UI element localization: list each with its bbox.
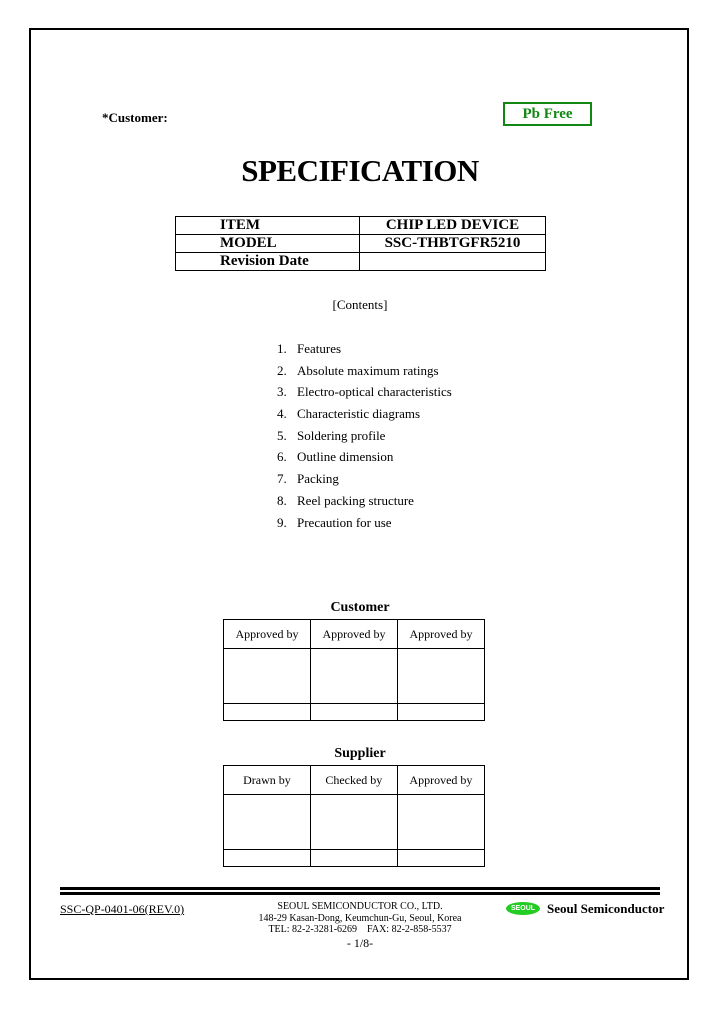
toc-label: Soldering profile bbox=[297, 427, 386, 443]
toc-item bbox=[277, 360, 452, 382]
toc-label: Reel packing structure bbox=[297, 492, 414, 508]
table-row bbox=[176, 253, 546, 271]
toc-label: Outline dimension bbox=[297, 449, 394, 465]
info-key: ITEM bbox=[176, 217, 360, 235]
date-cell bbox=[398, 704, 485, 721]
table-row bbox=[176, 217, 546, 235]
toc-item bbox=[277, 338, 452, 360]
date-cell bbox=[224, 850, 311, 867]
toc-item bbox=[277, 381, 452, 403]
info-key: Revision Date bbox=[176, 253, 360, 271]
column-header: Approved by bbox=[398, 620, 485, 649]
toc-label: Characteristic diagrams bbox=[297, 406, 421, 422]
info-value bbox=[360, 253, 546, 271]
toc-label: Electro-optical characteristics bbox=[297, 384, 452, 400]
column-header: Drawn by bbox=[224, 766, 311, 795]
signature-cell bbox=[224, 649, 311, 704]
column-header: Approved by bbox=[224, 620, 311, 649]
toc-number: 2. bbox=[277, 362, 287, 378]
signature-cell bbox=[224, 795, 311, 850]
toc-number: 3. bbox=[277, 384, 287, 400]
customer-approval-table bbox=[223, 619, 485, 721]
date-cell bbox=[224, 704, 311, 721]
seoul-logo-icon: SEOUL bbox=[506, 902, 540, 915]
customer-label: *Customer: bbox=[102, 110, 168, 125]
column-header: Approved by bbox=[397, 766, 484, 795]
signature-cell bbox=[397, 795, 484, 850]
street-address: 148-29 Kasan-Dong, Keumchun-Gu, Seoul, Korea bbox=[258, 912, 462, 924]
toc-number: 8. bbox=[277, 492, 287, 508]
signature-row bbox=[224, 649, 485, 704]
supplier-approval-table bbox=[223, 765, 485, 867]
date-cell bbox=[310, 850, 397, 867]
date-row bbox=[224, 704, 485, 721]
toc-item bbox=[277, 490, 452, 512]
toc-label: Absolute maximum ratings bbox=[297, 362, 439, 378]
column-header: Approved by bbox=[311, 620, 398, 649]
toc-item bbox=[277, 512, 452, 534]
column-header: Checked by bbox=[310, 766, 397, 795]
date-row bbox=[224, 850, 485, 867]
signature-cell bbox=[310, 795, 397, 850]
date-cell bbox=[311, 704, 398, 721]
signature-cell bbox=[311, 649, 398, 704]
date-cell bbox=[397, 850, 484, 867]
signature-cell bbox=[398, 649, 485, 704]
table-row bbox=[224, 620, 485, 649]
pb-free-badge: Pb Free bbox=[503, 102, 592, 126]
page-title: SPECIFICATION bbox=[241, 153, 479, 188]
toc-number: 7. bbox=[277, 471, 287, 487]
customer-section-title: Customer bbox=[330, 600, 390, 615]
info-value: CHIP LED DEVICE bbox=[360, 217, 546, 235]
table-row bbox=[224, 766, 485, 795]
toc-item bbox=[277, 425, 452, 447]
toc-label: Precaution for use bbox=[297, 514, 392, 530]
signature-row bbox=[224, 795, 485, 850]
toc-number: 1. bbox=[277, 341, 287, 356]
toc-label: Features bbox=[297, 341, 342, 356]
table-row bbox=[176, 235, 546, 253]
toc-item bbox=[277, 468, 452, 490]
footer-rule bbox=[60, 887, 660, 890]
toc-number: 6. bbox=[277, 449, 287, 465]
contents-title: [Contents] bbox=[332, 297, 388, 312]
toc-number: 4. bbox=[277, 406, 287, 422]
contact-info: TEL: 82-2-3281-6269 FAX: 82-2-858-5537 bbox=[268, 924, 452, 935]
document-number: SSC-QP-0401-06(REV.0) bbox=[60, 902, 185, 916]
footer-rule bbox=[60, 892, 660, 895]
info-table bbox=[175, 216, 546, 271]
info-key: MODEL bbox=[176, 235, 360, 253]
company-name: SEOUL SEMICONDUCTOR CO., LTD. bbox=[277, 901, 443, 912]
toc-item bbox=[277, 403, 452, 425]
supplier-section-title: Supplier bbox=[334, 746, 386, 761]
toc-number: 9. bbox=[277, 514, 287, 530]
table-of-contents bbox=[277, 338, 452, 533]
toc-label: Packing bbox=[297, 471, 339, 487]
info-value: SSC-THBTGFR5210 bbox=[360, 235, 546, 253]
toc-number: 5. bbox=[277, 427, 287, 443]
toc-item bbox=[277, 446, 452, 468]
brand-name: Seoul Semiconductor bbox=[547, 901, 665, 916]
page-number: - 1/8- bbox=[346, 936, 374, 950]
